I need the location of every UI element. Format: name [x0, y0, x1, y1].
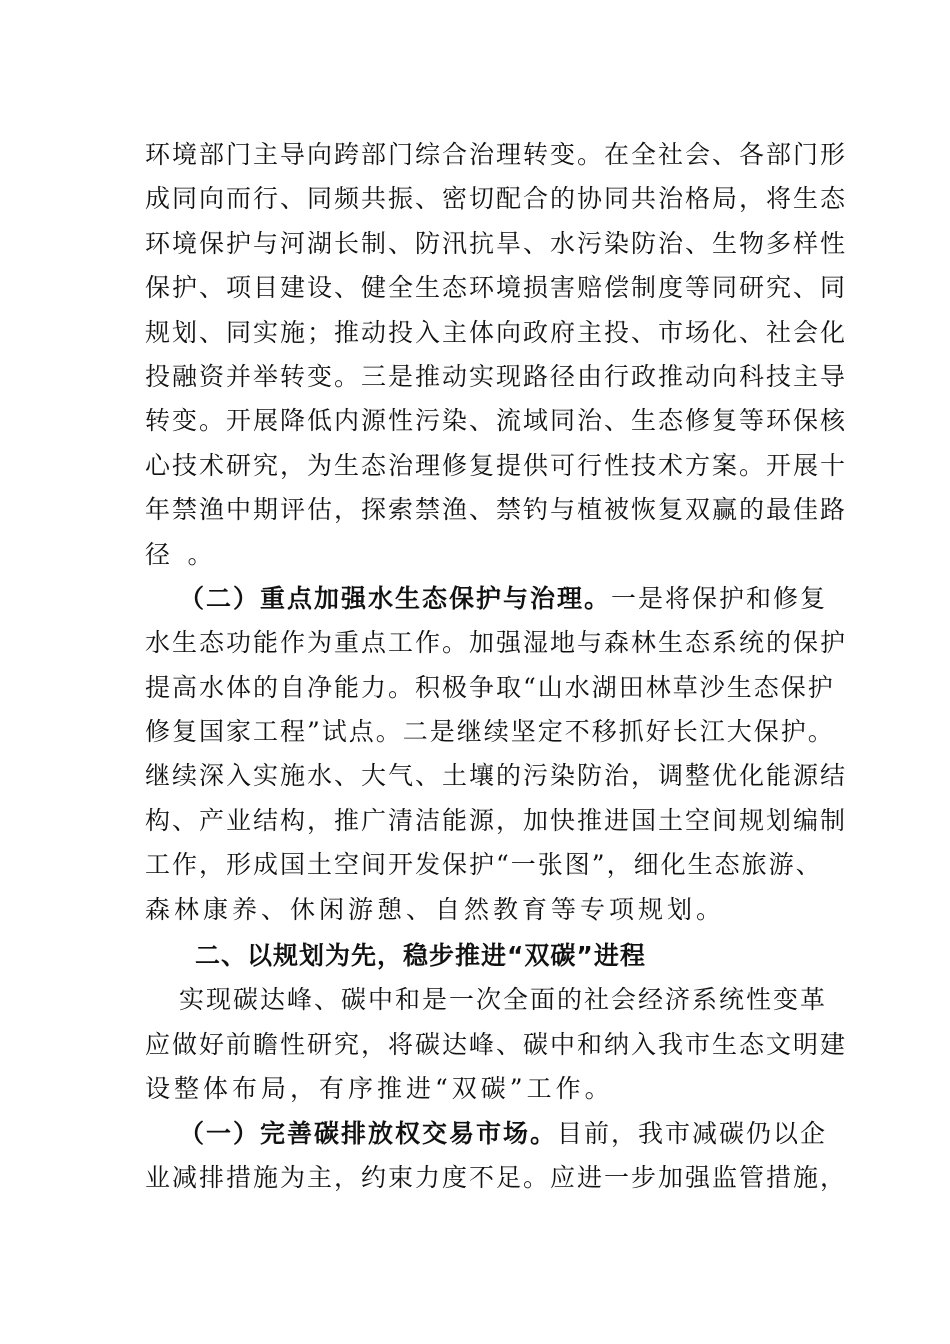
body-text: 一是将保护和修复 — [611, 583, 828, 613]
body-line: 环境部门主导向跨部门综合治理转变。在全社会、各部门形 — [145, 140, 848, 169]
subsection-line — [145, 577, 828, 621]
body-line: 规划、同实施；推动投入主体向政府主投、市场化、社会化 — [145, 317, 848, 347]
section-heading: 二、以规划为先，稳步推进“双碳”进程 — [195, 941, 646, 971]
body-line: 径。 — [145, 539, 231, 569]
body-line: 工作，形成国土空间开发保护“一张图”，细化生态旅游、 — [145, 850, 823, 880]
body-line: 投融资并举转变。三是推动实现路径由行政推动向科技主导 — [145, 361, 848, 391]
subsection-title: （二）重点加强水生态保护与治理。 — [179, 583, 612, 613]
body-line: 继续深入实施水、大气、土壤的污染防治，调整优化能源结 — [145, 761, 848, 791]
body-line: 设整体布局，有序推进“双碳”工作。 — [145, 1074, 614, 1104]
body-line: 转变。开展降低内源性污染、流域同治、生态修复等环保核 — [145, 406, 848, 436]
body-line: 业减排措施为主，约束力度不足。应进一步加强监管措施， — [145, 1162, 848, 1192]
subsection-line — [145, 1112, 828, 1156]
body-line: 构、产业结构，推广清洁能源，加快推进国土空间规划编制 — [145, 805, 848, 835]
body-line: 保护、项目建设、健全生态环境损害赔偿制度等同研究、同 — [145, 273, 848, 303]
subsection-title: （一）完善碳排放权交易市场。 — [179, 1118, 558, 1148]
body-line: 修复国家工程”试点。二是继续坚定不移抓好长江大保护。 — [145, 717, 835, 747]
body-line: 提高水体的自净能力。积极争取“山水湖田林草沙生态保护 — [145, 672, 835, 702]
body-line: 水生态功能作为重点工作。加强湿地与森林生态系统的保护 — [145, 628, 848, 658]
body-line: 实现碳达峰、碳中和是一次全面的社会经济系统性变革 — [179, 985, 828, 1015]
body-line: 心技术研究，为生态治理修复提供可行性技术方案。开展十 — [145, 450, 848, 480]
body-text: 目前，我市减碳仍以企 — [557, 1118, 828, 1148]
body-line: 环境保护与河湖长制、防汛抗旱、水污染防治、生物多样性 — [145, 228, 848, 258]
body-line: 年禁渔中期评估，探索禁渔、禁钓与植被恢复双赢的最佳路 — [145, 495, 848, 525]
document-page — [145, 133, 848, 1200]
body-line: 成同向而行、同频共振、密切配合的协同共治格局，将生态 — [145, 184, 848, 214]
body-line: 森林康养、休闲游憩、自然教育等专项规划。 — [145, 894, 726, 924]
body-line: 应做好前瞻性研究，将碳达峰、碳中和纳入我市生态文明建 — [145, 1029, 848, 1059]
